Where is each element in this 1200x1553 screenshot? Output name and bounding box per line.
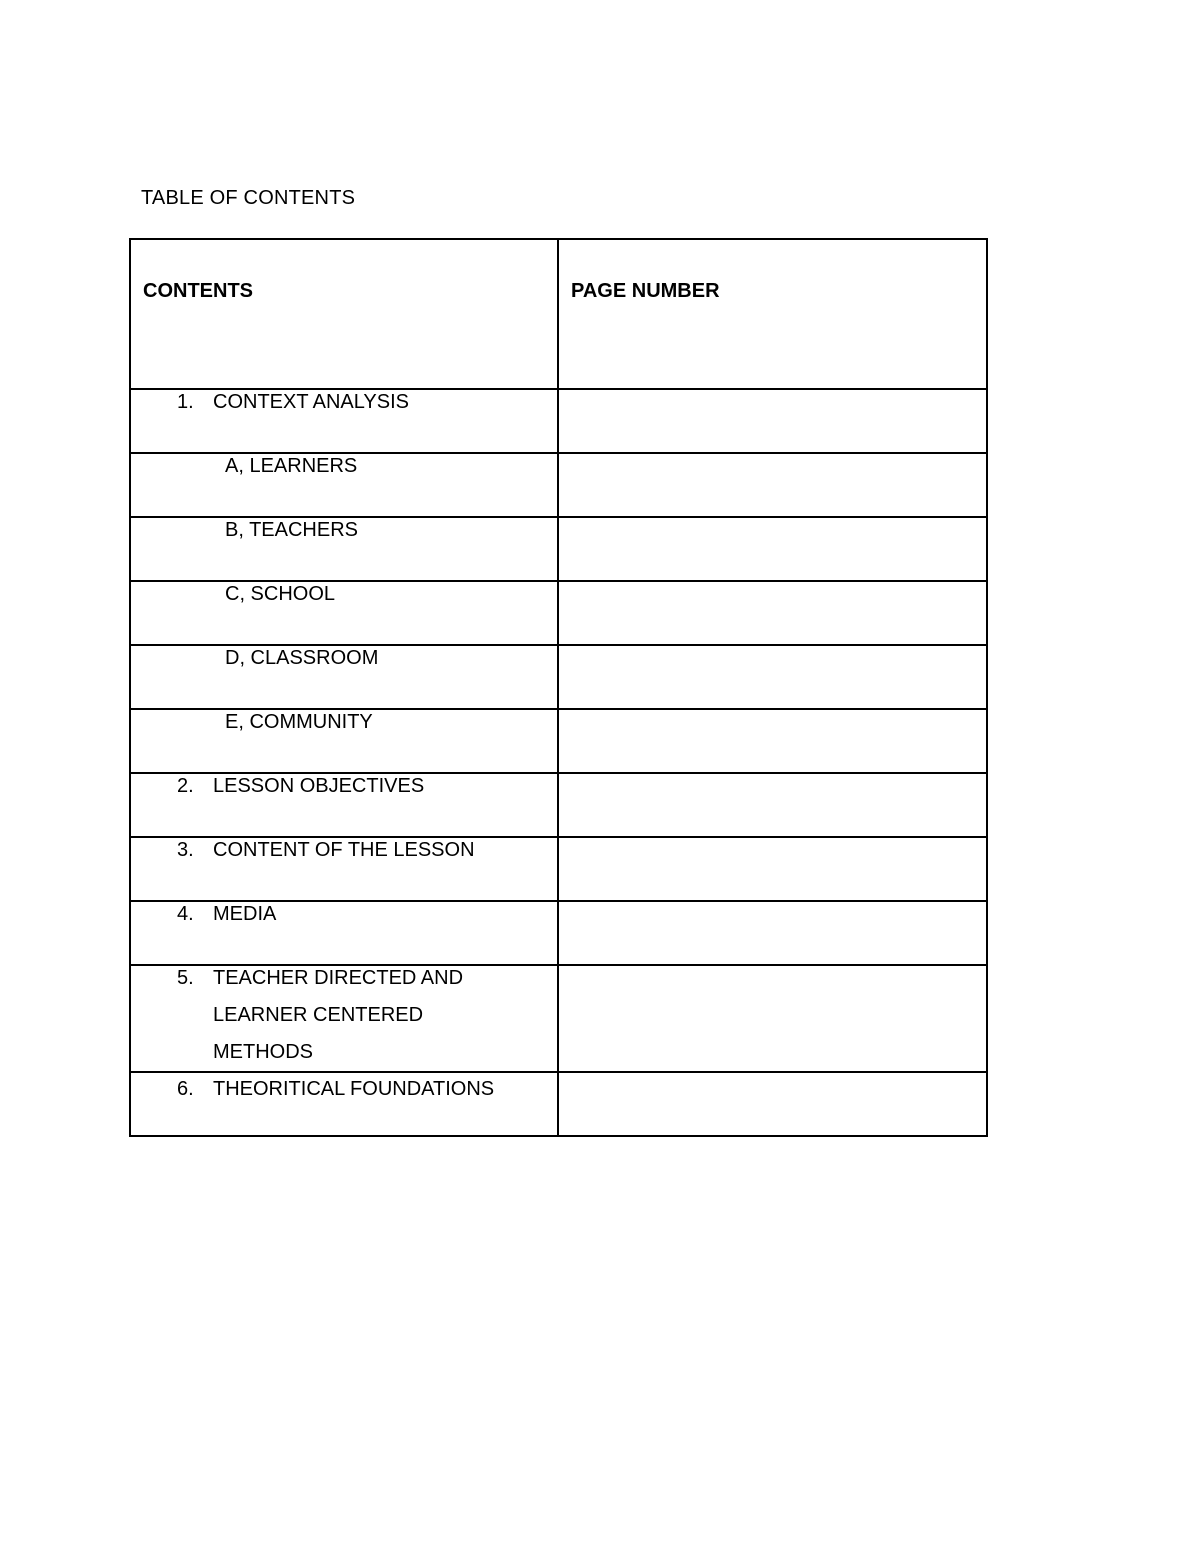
subitem-label: C, SCHOOL <box>225 583 336 605</box>
item-label: CONTENT OF THE LESSON <box>213 839 475 861</box>
item-label: MEDIA <box>213 903 277 925</box>
table-row <box>130 453 987 517</box>
contents-cell <box>130 453 558 517</box>
item-label: CONTEXT ANALYSIS <box>213 391 409 413</box>
page-number-cell <box>558 389 987 453</box>
document-title: TABLE OF CONTENTS <box>141 187 356 209</box>
table-row <box>130 389 987 453</box>
subitem-label: B, TEACHERS <box>225 519 358 541</box>
page-number-cell <box>558 901 987 965</box>
item-number: 3. <box>177 839 194 861</box>
header-contents: CONTENTS <box>143 280 253 302</box>
table-row <box>130 645 987 709</box>
table-row <box>130 965 987 1072</box>
table-header-row <box>130 239 987 389</box>
table-of-contents <box>129 238 988 1137</box>
table-row <box>130 1072 987 1136</box>
subitem-label: E, COMMUNITY <box>225 711 373 733</box>
table-row <box>130 773 987 837</box>
item-label: TEACHER DIRECTED AND LEARNER CENTERED METHODS <box>213 967 464 1063</box>
page-number-cell <box>558 581 987 645</box>
contents-cell <box>130 965 558 1072</box>
page-number-cell <box>558 517 987 581</box>
page-number-cell <box>558 1072 987 1136</box>
item-number: 2. <box>177 775 194 797</box>
item-label: LESSON OBJECTIVES <box>213 775 425 797</box>
subitem-label: D, CLASSROOM <box>225 647 379 669</box>
contents-cell <box>130 1072 558 1136</box>
table-row <box>130 581 987 645</box>
contents-cell <box>130 581 558 645</box>
item-number: 4. <box>177 903 194 925</box>
table-row <box>130 517 987 581</box>
item-number: 5. <box>177 967 194 989</box>
header-page-number: PAGE NUMBER <box>571 280 720 302</box>
contents-cell <box>130 389 558 453</box>
table-row <box>130 837 987 901</box>
page-number-cell <box>558 773 987 837</box>
contents-cell <box>130 645 558 709</box>
header-cell-contents <box>130 239 558 389</box>
contents-cell <box>130 709 558 773</box>
page-number-cell <box>558 837 987 901</box>
item-number: 1. <box>177 391 194 413</box>
page-number-cell <box>558 709 987 773</box>
subitem-label: A, LEARNERS <box>225 455 358 477</box>
contents-cell <box>130 517 558 581</box>
table-row <box>130 901 987 965</box>
header-cell-page-number <box>558 239 987 389</box>
page-number-cell <box>558 645 987 709</box>
contents-cell <box>130 837 558 901</box>
table-row <box>130 709 987 773</box>
page-number-cell <box>558 965 987 1072</box>
item-label: THEORITICAL FOUNDATIONS <box>213 1078 495 1100</box>
item-number: 6. <box>177 1078 194 1100</box>
contents-cell <box>130 773 558 837</box>
page-number-cell <box>558 453 987 517</box>
contents-cell <box>130 901 558 965</box>
